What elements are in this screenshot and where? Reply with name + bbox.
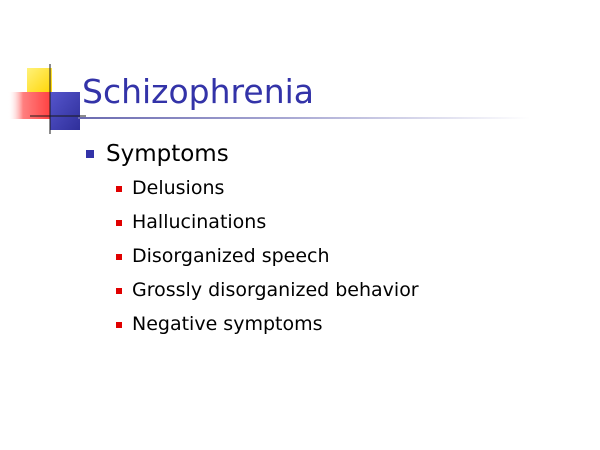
level2-bullet-marker (116, 322, 122, 328)
level2-bullet-marker (116, 220, 122, 226)
slide-logo-graphic (0, 0, 90, 140)
level2-bullet-marker (116, 254, 122, 260)
slide-title: Schizophrenia (82, 72, 314, 111)
symptom-item (114, 310, 419, 344)
symptom-item (114, 174, 419, 208)
symptom-list (114, 174, 419, 344)
symptom-item-label: Delusions (132, 177, 225, 199)
symptom-item (114, 276, 419, 310)
logo-yellow-square (27, 68, 52, 94)
symptom-item (114, 208, 419, 242)
level2-bullet-marker (116, 288, 122, 294)
symptom-item-label: Negative symptoms (132, 313, 323, 335)
title-underline (78, 117, 530, 119)
level2-bullet-marker (116, 186, 122, 192)
logo-red-bar (8, 92, 51, 119)
symptom-item-label: Hallucinations (132, 211, 267, 233)
logo-blue-square (50, 92, 80, 130)
symptom-item (114, 242, 419, 276)
symptom-item-label: Disorganized speech (132, 245, 330, 267)
level1-bullet-marker (86, 150, 94, 158)
bullet-symptoms: Symptoms (106, 141, 229, 167)
symptom-item-label: Grossly disorganized behavior (132, 279, 419, 301)
